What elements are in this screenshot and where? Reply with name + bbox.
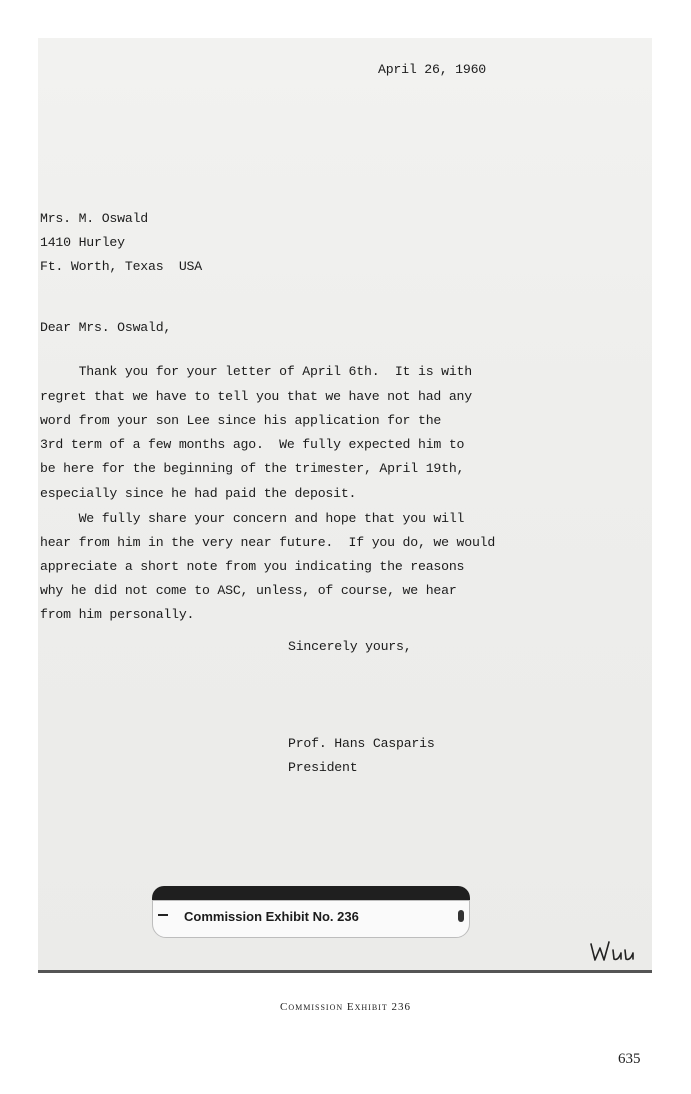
stamp-tick (158, 914, 168, 916)
signatory-title: President (288, 760, 358, 775)
addressee-line-2: 1410 Hurley (40, 235, 125, 250)
body-line: We fully share your concern and hope that you will (40, 511, 465, 526)
body-line: regret that we have to tell you that we have not had any (40, 389, 472, 404)
closing: Sincerely yours, (288, 639, 412, 654)
body-line: word from your son Lee since his application for the (40, 413, 442, 428)
body-line: from him personally. (40, 607, 195, 622)
body-line: appreciate a short note from you indicating the reasons (40, 559, 465, 574)
stamp-bar (152, 886, 470, 901)
page-number: 635 (618, 1051, 641, 1067)
body-line: 3rd term of a few months ago. We fully expected him to (40, 437, 465, 452)
body-line: why he did not come to ASC, unless, of course, we hear (40, 583, 457, 598)
addressee-line-3: Ft. Worth, Texas USA (40, 259, 202, 274)
exhibit-label: Commission Exhibit No. 236 (184, 909, 359, 924)
exhibit-stamp (152, 886, 470, 938)
salutation: Dear Mrs. Oswald, (40, 320, 172, 335)
handwritten-initials (588, 936, 638, 966)
letter-date: April 26, 1960 (378, 62, 486, 77)
addressee-line-1: Mrs. M. Oswald (40, 211, 148, 226)
stamp-notch (458, 910, 464, 922)
body-line: be here for the beginning of the trimester, April 19th, (40, 461, 465, 476)
body-line: Thank you for your letter of April 6th. It is with (40, 364, 472, 379)
exhibit-caption: Commission Exhibit 236 (280, 1001, 411, 1013)
signatory-name: Prof. Hans Casparis (288, 736, 435, 751)
body-line: especially since he had paid the deposit. (40, 486, 357, 501)
body-line: hear from him in the very near future. If you do, we would (40, 535, 496, 550)
scanned-letter (38, 38, 652, 973)
